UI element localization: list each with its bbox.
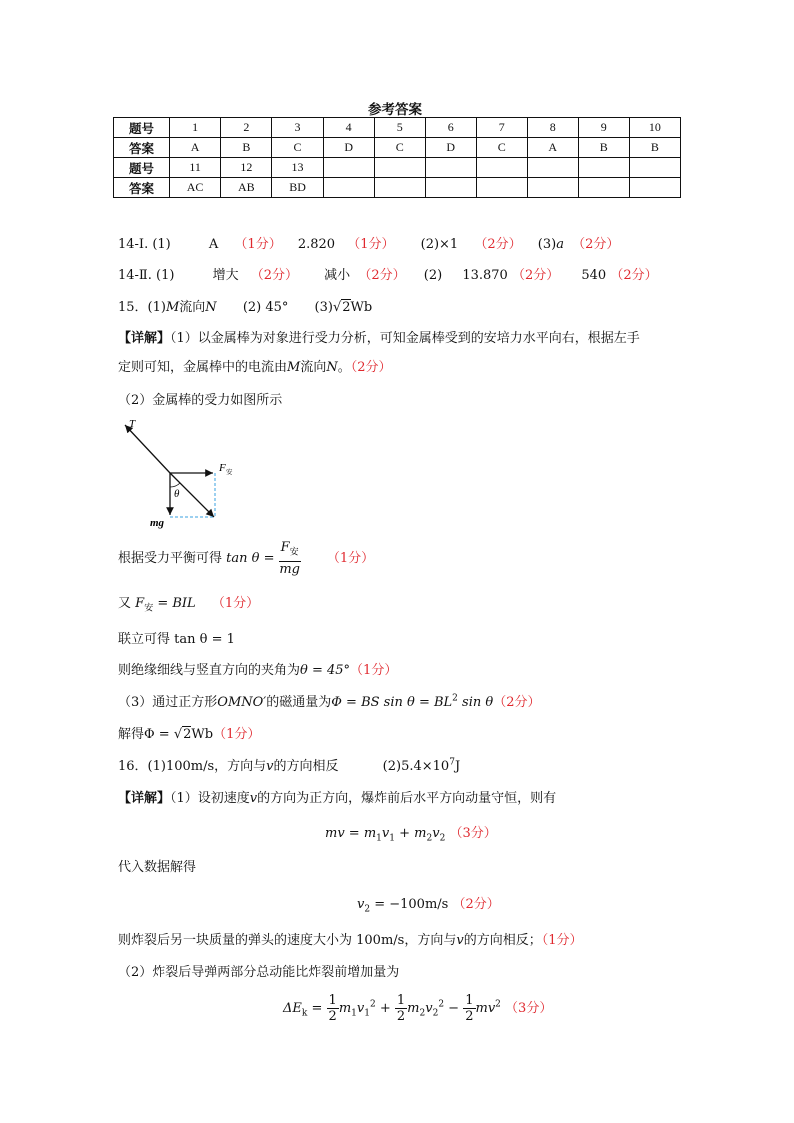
- q15-summary-m: M: [165, 300, 180, 315]
- q15-detail-line2: [118, 356, 392, 375]
- q14-1-score4: （2分）: [572, 237, 620, 252]
- q15-detail2-a: 定则可知，金属棒中的电流由: [118, 360, 288, 375]
- table-row: [114, 158, 681, 178]
- q15-eq5-eq: Φ = BS sin θ = BL: [331, 695, 453, 710]
- q16-sub-text: 代入数据解得: [118, 860, 197, 875]
- q16-eq2-score: （2分）: [452, 897, 500, 912]
- table-cell: B: [629, 138, 680, 158]
- table-row-header: 答案: [114, 178, 170, 198]
- force-diagram: [115, 415, 245, 530]
- label-f-sub: 安: [226, 468, 233, 476]
- q15-eq6-unit: Wb: [191, 727, 214, 742]
- table-cell: [374, 158, 425, 178]
- q15-eq4-text: 则绝缘细线与竖直方向的夹角为: [118, 663, 301, 678]
- q16-summary-part2: $(2)5.4\times 10^7J$: [382, 757, 461, 774]
- table-cell: 13: [272, 158, 323, 178]
- q14-1-line: [118, 233, 619, 252]
- answer-table: [113, 117, 681, 198]
- q16-detail1-v: v: [249, 791, 258, 806]
- table-cell: 9: [578, 118, 629, 138]
- q15-summary-part3: (3): [314, 300, 333, 315]
- table-cell: 5: [374, 118, 425, 138]
- table-cell: [425, 158, 476, 178]
- q14-2-score3: （2分）: [511, 268, 560, 283]
- q14-2-answer4: 540: [581, 268, 607, 283]
- q14-1-answer4: (3)a: [537, 237, 564, 252]
- table-row: [114, 178, 681, 198]
- q15-eq5-text2: 的磁通量为: [266, 695, 332, 710]
- sqrt-icon-2: √: [173, 727, 183, 742]
- table-cell: C: [476, 138, 527, 158]
- q15-eq5-text: （3）通过正方形: [118, 695, 218, 710]
- table-cell: [578, 178, 629, 198]
- table-cell: 10: [629, 118, 680, 138]
- q15-eq1-fraction: [279, 540, 301, 577]
- q15-eq2-text: 又: [118, 596, 132, 611]
- q15-detail-tag: 【详解】: [118, 331, 171, 346]
- q16-eq1-score: （3分）: [449, 826, 497, 841]
- q14-1-score1: （1分）: [234, 237, 282, 252]
- q15-detail-line1: [118, 327, 640, 346]
- q15-eq4-val: θ = 45°: [300, 663, 351, 678]
- table-cell: C: [374, 138, 425, 158]
- q15-eq2-rhs: = BIL: [157, 596, 196, 611]
- q14-2-line: [118, 264, 658, 283]
- table-cell: C: [272, 138, 323, 158]
- q15-summary-sqrt: 2: [342, 300, 351, 315]
- q15-eq5-end: sin θ: [457, 695, 494, 710]
- table-cell: A: [170, 138, 221, 158]
- table-cell: A: [527, 138, 578, 158]
- q16-detail1-a: （1）设初速度: [170, 791, 250, 806]
- q15-detail2-c: 。: [337, 360, 351, 375]
- q15-summary-flow: 流向: [179, 300, 206, 315]
- q15-detail2-m: M: [287, 360, 301, 375]
- tension-arrow: [125, 425, 170, 473]
- q15-summary-n: N: [205, 300, 217, 315]
- q16-line4: （2）炸裂后导弹两部分总动能比炸裂前增加量为: [118, 965, 400, 980]
- q14-2-answer2: 减小: [324, 268, 351, 283]
- q16-detail-tag: 【详解】: [118, 791, 171, 806]
- table-cell: BD: [272, 178, 323, 198]
- q15-eq2-f: F: [135, 596, 145, 611]
- label-theta: θ: [174, 488, 180, 500]
- q14-1-label: 14-Ⅰ. (1): [118, 237, 171, 252]
- table-cell: 8: [527, 118, 578, 138]
- table-cell: [527, 178, 578, 198]
- label-mg: mg: [150, 517, 165, 529]
- q15-eq1-num: F: [280, 540, 290, 555]
- q15-eq6-text: 解得: [118, 727, 145, 742]
- q16-summary-v: v: [266, 759, 274, 774]
- table-cell: B: [221, 138, 272, 158]
- table-cell: [323, 158, 374, 178]
- q14-2-label: 14-Ⅱ. (1): [118, 268, 175, 283]
- q16-line3: 则炸裂后另一块质量的弹头的速度大小为 100m/s，方向与v的方向相反；（1分）: [118, 933, 583, 948]
- q15-eq1: [118, 540, 374, 577]
- q15-eq1-num-sub: 安: [289, 547, 299, 558]
- q16-detail1-b: 的方向为正方向，爆炸前后水平方向动量守恒，则有: [257, 791, 557, 806]
- q15-eq5-shape: OMNO′: [217, 695, 267, 710]
- table-cell: AC: [170, 178, 221, 198]
- q15-summary-part1: 15．(1): [118, 300, 166, 315]
- table-cell: 7: [476, 118, 527, 138]
- q16-summary-part1: 16．(1)100m/s，方向与: [118, 759, 267, 774]
- table-row-header: 题号: [114, 118, 170, 138]
- table-cell: 11: [170, 158, 221, 178]
- table-cell: AB: [221, 178, 272, 198]
- q15-eq6: [118, 723, 260, 742]
- q16-summary: [118, 755, 460, 774]
- table-cell: 12: [221, 158, 272, 178]
- q14-2-score4: （2分）: [610, 268, 658, 283]
- q15-eq2: [118, 592, 259, 614]
- q15-detail2-n: N: [326, 360, 338, 375]
- table-cell: 1: [170, 118, 221, 138]
- q15-detail2-score: （2分）: [350, 360, 392, 375]
- q15-part2: （2）金属棒的受力如图所示: [118, 393, 283, 408]
- q15-eq6-score: （1分）: [213, 727, 261, 742]
- q16-eq3-score: （3分）: [505, 1001, 553, 1016]
- table-cell: [323, 178, 374, 198]
- table-cell: 3: [272, 118, 323, 138]
- table-cell: [374, 178, 425, 198]
- q14-1-score2: （1分）: [347, 237, 395, 252]
- q15-summary-unit: Wb: [350, 300, 373, 315]
- q15-eq3: 联立可得 tan θ = 1: [118, 632, 235, 647]
- q16-line3-score: （1分）: [541, 933, 583, 948]
- q15-eq1-score: （1分）: [326, 550, 375, 566]
- q16-detail1: [118, 787, 556, 806]
- q15-eq4-score: （1分）: [350, 663, 398, 678]
- table-row: [114, 138, 681, 158]
- q16-eq3: $\Delta E_k$ = $\frac{1}{2}$ $m_1v_1^2$ + $\frac{1}{2}$ $m_2v_2^2$ − $\frac{1}{2}$ $mv^2$ （3分）: [283, 993, 553, 1024]
- q15-summary-part2: (2) 45°: [242, 300, 289, 315]
- q14-2-part2-label: (2): [423, 268, 443, 283]
- q15-eq5-sup: 2: [452, 693, 458, 704]
- q16-eq1: mv = $m_1v_1 + m_2v_2$ （3分）: [325, 826, 497, 844]
- label-t: T: [129, 418, 136, 430]
- q15-eq4: [118, 659, 397, 678]
- table-cell: 4: [323, 118, 374, 138]
- table-row: [114, 118, 681, 138]
- table-cell: [578, 158, 629, 178]
- q14-2-score2: （2分）: [358, 268, 406, 283]
- q15-detail2-b: 流向: [300, 360, 327, 375]
- table-cell: 2: [221, 118, 272, 138]
- sqrt-icon: √: [332, 300, 342, 315]
- q14-2-score1: （2分）: [250, 268, 299, 283]
- q15-eq6-lhs: Φ =: [144, 727, 174, 742]
- q14-2-answer3: 13.870: [462, 268, 508, 283]
- q15-eq2-score: （1分）: [211, 596, 260, 611]
- q15-detail-text1: （1）以金属棒为对象进行受力分析，可知金属棒受到的安培力水平向右，根据左手: [170, 331, 640, 346]
- q15-eq1-den: mg: [279, 561, 300, 577]
- label-f: F: [219, 462, 226, 474]
- q15-eq5: [118, 691, 540, 710]
- table-row-header: 答案: [114, 138, 170, 158]
- angle-arc: [170, 483, 180, 487]
- q14-1-answer3: (2)×1: [420, 237, 459, 252]
- q15-eq5-score: （2分）: [493, 695, 541, 710]
- q16-summary-part1b: 的方向相反: [273, 759, 339, 774]
- table-cell: [629, 178, 680, 198]
- table-cell: B: [578, 138, 629, 158]
- table-cell: 6: [425, 118, 476, 138]
- q14-1-answer1: A: [208, 237, 219, 252]
- q14-2-answer1: 增大: [212, 268, 239, 283]
- table-cell: [476, 158, 527, 178]
- table-cell: [629, 158, 680, 178]
- table-cell: [527, 158, 578, 178]
- q14-1-score3: （2分）: [474, 237, 522, 252]
- table-cell: D: [323, 138, 374, 158]
- q15-eq1-text: 根据受力平衡可得: [118, 550, 223, 566]
- q16-eq2: $v_2 = -100m/s$ （2分）: [357, 897, 500, 915]
- table-row-header: 题号: [114, 158, 170, 178]
- table-cell: D: [425, 138, 476, 158]
- table-cell: [425, 178, 476, 198]
- q15-summary: [118, 296, 372, 315]
- page-title: 参考答案: [368, 102, 422, 118]
- q15-eq1-tan: tan θ =: [226, 550, 275, 566]
- q15-eq2-sub: 安: [144, 603, 154, 614]
- q14-1-answer2: 2.820: [297, 237, 336, 252]
- q15-eq6-sqrt: 2: [183, 727, 192, 742]
- table-cell: [476, 178, 527, 198]
